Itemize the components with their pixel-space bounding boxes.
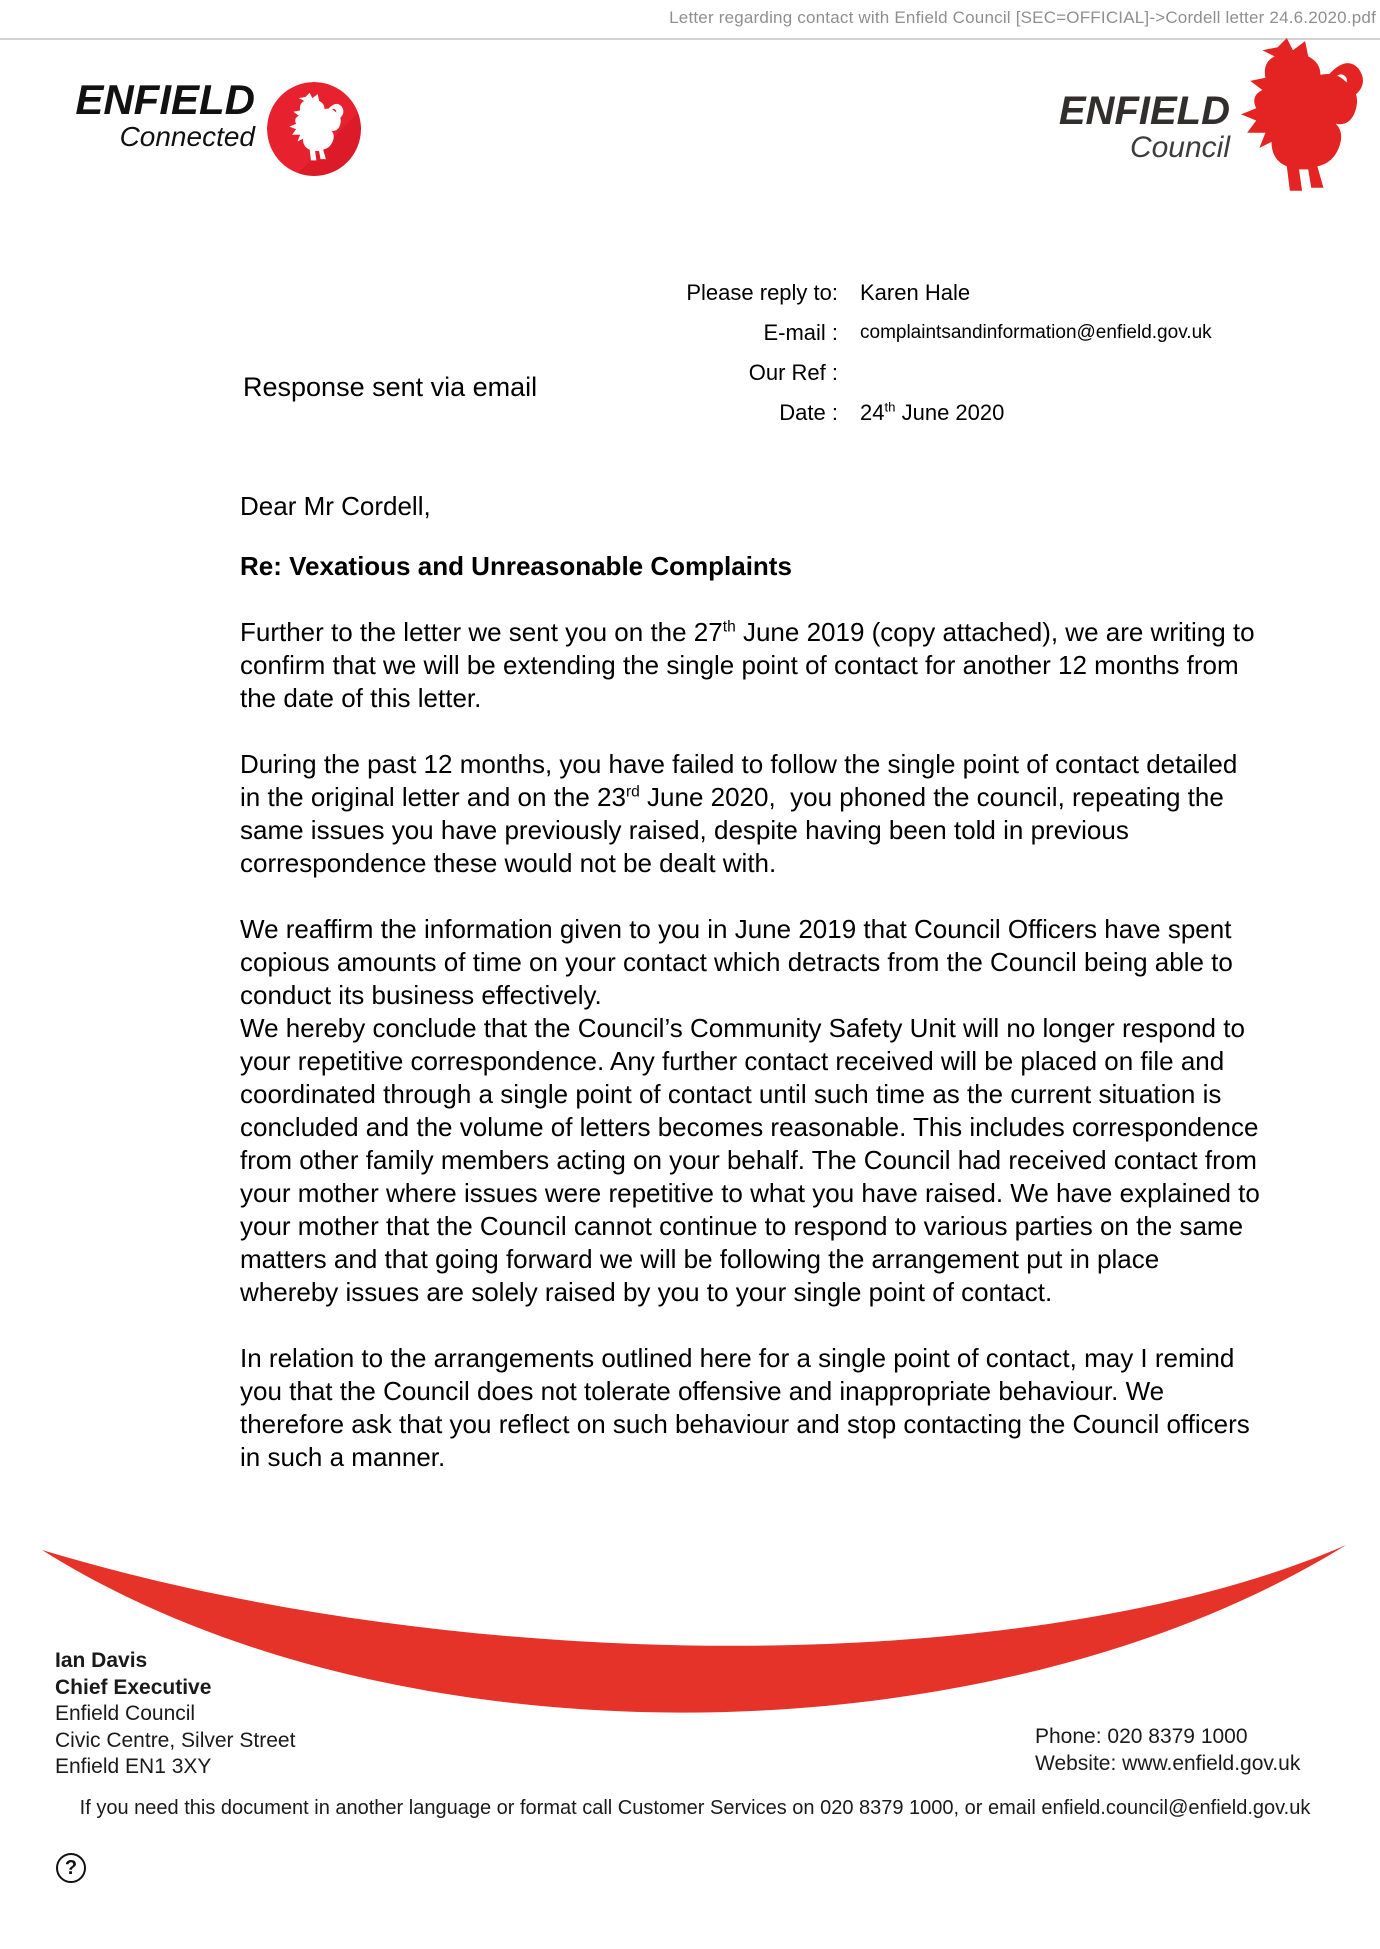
please-reply-label: Please reply to: bbox=[686, 280, 838, 305]
response-sent-note: Response sent via email bbox=[243, 372, 538, 402]
letter-body bbox=[240, 490, 1268, 1507]
date-label: Date : bbox=[779, 400, 838, 425]
subject-line: Re: Vexatious and Unreasonable Complaints bbox=[240, 551, 792, 581]
email-label: E-mail : bbox=[763, 320, 838, 345]
reply-row-date bbox=[400, 400, 1260, 440]
our-ref-label: Our Ref : bbox=[748, 360, 838, 385]
website-line: Website: www.enfield.gov.uk bbox=[1035, 1752, 1301, 1775]
signatory-org: Enfield Council bbox=[55, 1702, 196, 1725]
signature-block bbox=[55, 1648, 475, 1781]
enfield-connected-wordmark: ENFIELD bbox=[75, 76, 255, 123]
help-icon[interactable]: ? bbox=[56, 1853, 86, 1883]
paragraph-3a: We reaffirm the information given to you in June 2019 that Council Officers have spent copious amounts of time on your contact which detracts from the Council being able to conduct its business effectively. bbox=[240, 914, 1241, 1010]
reply-row-email bbox=[400, 320, 1260, 360]
signatory-title: Chief Executive bbox=[55, 1675, 212, 1699]
document-filename: Letter regarding contact with Enfield Council [SEC=OFFICIAL]->Cordell letter 24.6.2020.pdf bbox=[669, 8, 1376, 27]
please-reply-value: Karen Hale bbox=[860, 280, 971, 305]
contact-block bbox=[1035, 1723, 1355, 1777]
paragraph-4: In relation to the arrangements outlined here for a single point of contact, may I remind you that the Council does not tolerate offensive and inappropriate behaviour. We therefore ask that you reflect on such behaviour and stop contacting the Council officers in such a manner. bbox=[240, 1343, 1258, 1472]
enfield-council-logo bbox=[1010, 35, 1380, 205]
enfield-connected-subtitle: Connected bbox=[119, 121, 255, 152]
phone-line: Phone: 020 8379 1000 bbox=[1035, 1725, 1248, 1748]
enfield-council-subtitle: Council bbox=[1129, 131, 1230, 164]
date-value: 24th June 2020 bbox=[860, 399, 1005, 425]
paragraph-2: During the past 12 months, you have failed to follow the single point of contact detailed in the original letter and on the 23rd June 2020, you phoned the council, repeating the same issues you have previously raised, despite having been told in previous correspondence these would not be dealt with. bbox=[240, 749, 1245, 878]
signatory-address-line2: Enfield EN1 3XY bbox=[55, 1755, 212, 1778]
enfield-council-wordmark: ENFIELD bbox=[1058, 89, 1230, 133]
signatory-address-line1: Civic Centre, Silver Street bbox=[55, 1728, 296, 1752]
reply-info-block bbox=[400, 280, 1260, 440]
paragraph-1: Further to the letter we sent you on the 27th June 2019 (copy attached), we are writing to confirm that we will be extending the single point of contact for another 12 months from the date of this letter. bbox=[240, 617, 1262, 713]
accessibility-note: If you need this document in another language or format call Customer Services on 020 8379 1000, or email enfield.council@enfield.gov.uk bbox=[79, 1797, 1311, 1819]
email-value: complaintsandinformation@enfield.gov.uk bbox=[860, 322, 1212, 343]
enfield-connected-logo bbox=[55, 72, 365, 182]
enfield-beast-icon bbox=[1215, 35, 1380, 203]
enfield-beast-badge-icon bbox=[267, 82, 361, 176]
reply-row-please-reply bbox=[400, 280, 1260, 320]
paragraph-3b: We hereby conclude that the Council’s Community Safety Unit will no longer respond to your repetitive correspondence. Any further contact received will be placed on file and coordinated through a single point of contact until such time as the current situation is concluded and the volume of letters becomes reasonable. This includes correspondence from other family members acting on your behalf. The Council had received contact from your mother where issues were repetitive to what you have raised. We have explained to your mother that the Council cannot continue to respond to various parties on the same matters and that going forward we will be following the arrangement put in place whereby issues are solely raised by you to your single point of contact. bbox=[240, 1013, 1268, 1307]
signatory-name: Ian Davis bbox=[55, 1649, 148, 1672]
salutation: Dear Mr Cordell, bbox=[240, 491, 431, 521]
